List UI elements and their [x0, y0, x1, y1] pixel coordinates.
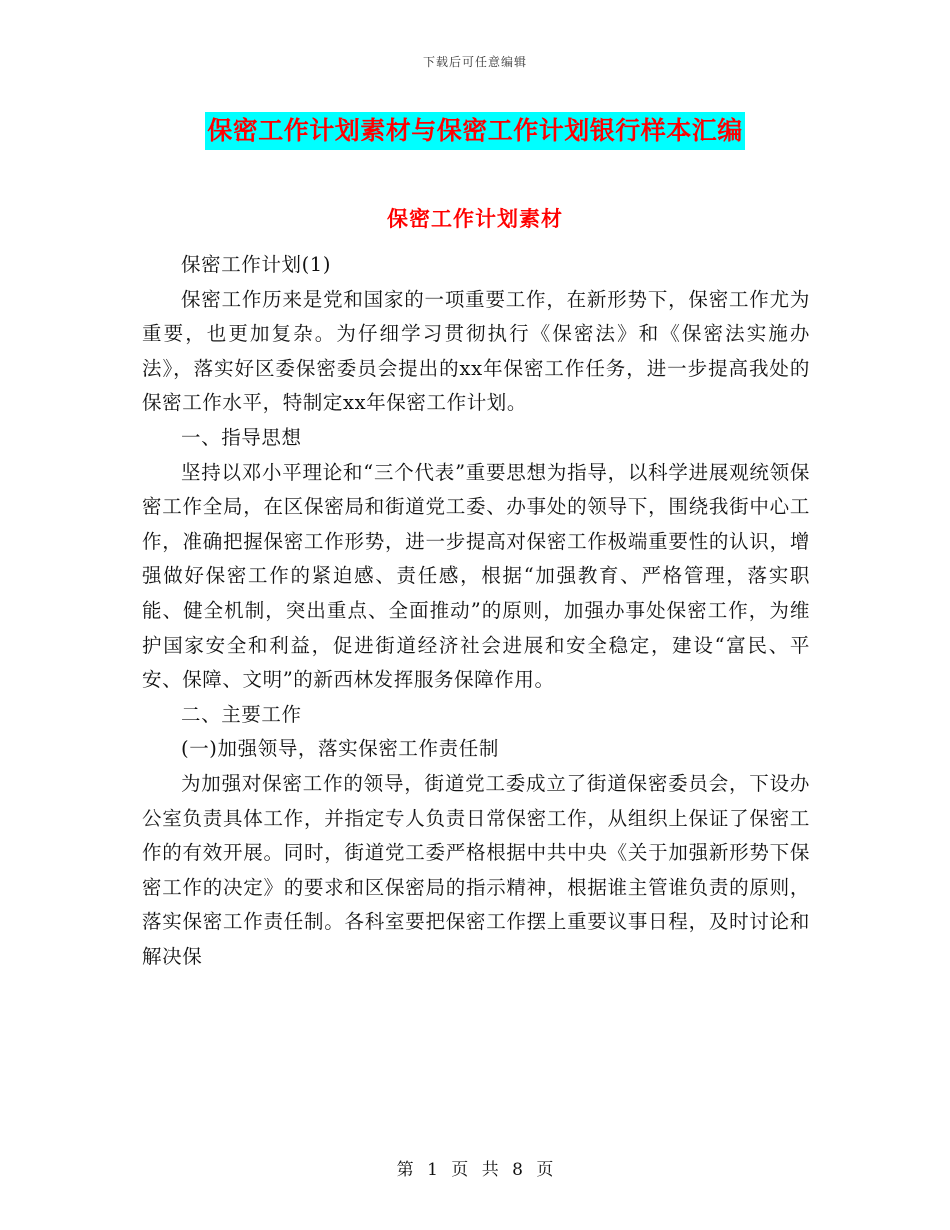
document-title	[0, 112, 950, 150]
paragraph: 保密工作计划(1)	[181, 253, 332, 276]
paragraph: 为加强对保密工作的领导，街道党工委成立了街道保密委员会，下设办公室负责具体工作，并指定专人负责日常保密工作，从组织上保证了保密工作的有效开展。同时，街道党工委严格根据中共中央《关于加强新形势下保密工作的决定》的要求和区保密局的指示精神，根据谁主管谁负责的原则，落实保密工作责任制。各科室要把保密工作摆上重要议事日程，及时讨论和解决保	[142, 771, 810, 968]
header-note: 下载后可任意编辑	[422, 55, 527, 69]
paragraph: (一)加强领导，落实保密工作责任制	[181, 737, 499, 761]
paragraph: 坚持以邓小平理论和“三个代表”重要思想为指导，以科学进展观统领保密工作全局，在区保密局和街道党工委、办事处的领导下，围绕我街中心工作，准确把握保密工作形势，进一步提高对保密工作极端重要性的认识，增强做好保密工作的紧迫感、责任感，根据“加强教育、严格管理，落实职能、健全机制，突出重点、全面推动”的原则，加强办事处保密工作，为维护国家安全和利益，促进街道经济社会进展和安全稳定，建设“富民、平安、保障、文明”的新西林发挥服务保障作用。	[142, 460, 810, 692]
body-text	[142, 248, 810, 974]
page-number: 第 1 页 共 8 页	[396, 1160, 554, 1180]
section-title: 保密工作计划素材	[387, 206, 563, 231]
document-title-text: 保密工作计划素材与保密工作计划银行样本汇编	[205, 112, 745, 150]
paragraph: 二、主要工作	[181, 702, 302, 726]
paragraph: 保密工作历来是党和国家的一项重要工作，在新形势下，保密工作尤为重要，也更加复杂。为仔细学习贯彻执行《保密法》和《保密法实施办法》，落实好区委保密委员会提出的xx年保密工作任务，进一步提高我处的保密工作水平，特制定xx年保密工作计划。	[142, 287, 810, 415]
paragraph: 一、指导思想	[181, 425, 302, 449]
